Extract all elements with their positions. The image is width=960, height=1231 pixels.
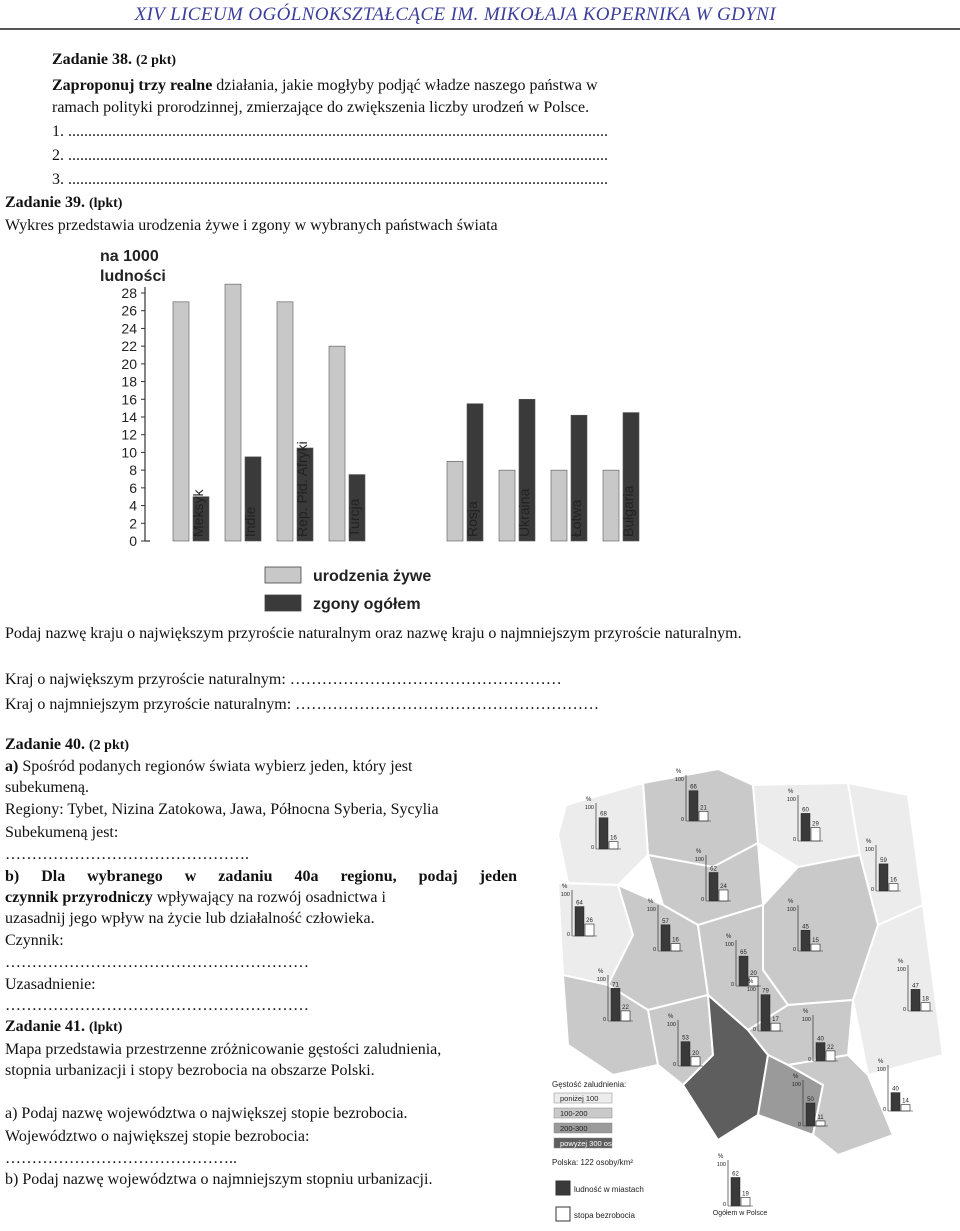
map-bar-urban: [911, 989, 920, 1011]
map-chart-percent: %: [788, 899, 794, 905]
map-value-unemployment: 20: [692, 1050, 699, 1057]
density-legend: [550, 1077, 670, 1169]
legend-swatch: [265, 567, 301, 583]
y-tick-label: 18: [121, 373, 137, 390]
map-chart-tick-100: 100: [694, 857, 704, 863]
task41-qa: a) Podaj nazwę województwa o największej stopie bezrobocia.: [5, 1105, 408, 1122]
y-tick-label: 20: [121, 355, 137, 372]
x-category-label: Ukraina: [516, 488, 532, 537]
map-chart-tick-0: 0: [590, 845, 594, 851]
y-tick-label: 22: [121, 338, 137, 355]
map-chart-tick-0: 0: [602, 1017, 606, 1023]
task38-prompt-line2: ramach polityki prorodzinnej, zmierzające do zwiększenia liczby urodzeń w Polsce.: [52, 99, 590, 116]
map-value-unemployment: 24: [720, 883, 727, 890]
map-chart-percent: %: [793, 1074, 799, 1080]
legend-urban-label: ludność w miastach: [574, 1185, 644, 1194]
task38-prompt-rest: działania, jakie mogłyby podjąć władze naszego państwa w: [216, 77, 598, 94]
poland-total-label: Ogółem w Polsce: [712, 1210, 768, 1217]
map-value-urban: 47: [912, 983, 919, 990]
map-value-unemployment: 16: [672, 937, 679, 944]
bar-births: [499, 470, 515, 541]
task39-max-label: Kraj o największym przyroście naturalnym:: [5, 671, 286, 688]
legend-swatch: [265, 595, 301, 611]
map-value-unemployment: 26: [586, 918, 593, 925]
x-category-label: Łotwa: [568, 499, 584, 537]
map-chart-tick-0: 0: [680, 817, 684, 823]
map-value-unemployment: 22: [827, 1044, 834, 1051]
y-tick-label: 28: [121, 285, 137, 301]
map-bar-urban: [731, 1177, 740, 1206]
task38-points: (2 pkt): [136, 53, 177, 68]
births-deaths-chart: [95, 245, 636, 615]
legend-urban-swatch: [556, 1181, 570, 1195]
map-bar-urban: [816, 1043, 825, 1061]
map-value-urban: 50: [807, 1097, 814, 1103]
map-chart-tick-0: 0: [672, 1062, 676, 1068]
task39-min-label: Kraj o najmniejszym przyroście naturalnym:: [5, 696, 292, 713]
map-chart-tick-100: 100: [801, 1017, 811, 1023]
task41-points: (lpkt): [89, 1020, 123, 1035]
task40-factor-dots[interactable]: …………………………………………………: [5, 954, 309, 971]
y-tick-label: 24: [121, 320, 137, 337]
map-value-unemployment: 14: [902, 1098, 909, 1105]
task40-b-rest: wpływający na rozwój osadnictwa i: [156, 889, 386, 906]
y-axis-title: na 1000: [100, 248, 159, 265]
map-value-urban: 65: [740, 950, 747, 957]
map-chart-percent: %: [696, 849, 702, 855]
map-value-urban: 68: [600, 811, 607, 818]
task38-heading: [52, 50, 176, 71]
map-value-urban: 57: [662, 918, 669, 925]
poland-map: [548, 755, 948, 1227]
task40-reason-dots[interactable]: …………………………………………………: [5, 997, 309, 1014]
map-bar-urban: [681, 1042, 690, 1066]
density-legend-total: Polska: 122 osoby/km²: [552, 1158, 633, 1167]
density-legend-label: 200-300: [560, 1124, 588, 1133]
map-value-urban: 40: [892, 1086, 899, 1093]
map-value-urban: 62: [710, 866, 717, 873]
task40-b-line2: [5, 888, 386, 908]
map-chart-percent: %: [676, 769, 682, 775]
map-chart-percent: %: [898, 959, 904, 965]
task40-a-text2: subekumeną.: [5, 779, 89, 796]
bar-births: [603, 470, 619, 541]
map-chart-tick-0: 0: [882, 1107, 886, 1113]
map-chart-tick-0: 0: [792, 837, 796, 843]
map-bar-urban: [806, 1103, 815, 1126]
x-category-label: Bułgaria: [620, 485, 636, 537]
map-chart-percent: %: [726, 934, 732, 940]
map-value-unemployment: 15: [812, 938, 819, 945]
task41-qa-label: Województwo o największej stopie bezrobocia:: [5, 1128, 310, 1145]
y-tick-label: 26: [121, 302, 137, 319]
map-bar-unemployment: [771, 1023, 780, 1031]
bar-births: [225, 284, 241, 541]
map-bar-unemployment: [621, 1011, 630, 1021]
map-bar-unemployment: [699, 811, 708, 821]
map-chart-percent: %: [562, 884, 568, 890]
task40-a: [5, 757, 412, 777]
density-legend-label: powyżej 300 osób/km²: [560, 1139, 635, 1148]
map-chart-tick-0: 0: [700, 897, 704, 903]
map-chart-tick-100: 100: [786, 797, 796, 803]
map-bar-unemployment: [889, 884, 898, 891]
map-value-urban: 40: [817, 1036, 824, 1043]
map-value-urban: 66: [690, 784, 697, 791]
task41-title: Zadanie 41.: [5, 1018, 86, 1035]
map-chart-tick-100: 100: [716, 1162, 726, 1168]
map-chart-percent: %: [598, 969, 604, 975]
task39-intro: Wykres przedstawia urodzenia żywe i zgony w wybranych państwach świata: [5, 217, 498, 234]
task40-b-line3: uzasadnij jego wpływ na życie lub działalność człowieka.: [5, 910, 375, 927]
map-value-urban: 79: [762, 988, 769, 995]
map-chart-tick-100: 100: [596, 977, 606, 983]
task40-sub-label: Subekumeną jest:: [5, 824, 119, 841]
task39-heading: [5, 193, 122, 214]
task40-title: Zadanie 40.: [5, 736, 86, 753]
bar-births: [277, 302, 293, 541]
bar-births: [173, 302, 189, 541]
map-chart-tick-0: 0: [870, 887, 874, 893]
map-value-urban: 45: [802, 924, 809, 931]
x-category-label: Rosja: [464, 501, 480, 537]
map-bar-urban: [891, 1093, 900, 1111]
y-axis-title-line2: ludności: [100, 268, 166, 285]
map-bar-urban: [689, 791, 698, 821]
legend-label: zgony ogółem: [313, 596, 421, 613]
task41-qb: b) Podaj nazwę województwa o najmniejszym stopniu urbanizacji.: [5, 1171, 433, 1188]
map-bar-urban: [709, 872, 718, 901]
task41-heading: [5, 1017, 122, 1038]
map-bar-urban: [801, 813, 810, 841]
x-category-label: Turcja: [346, 498, 362, 537]
map-chart-tick-100: 100: [674, 777, 684, 783]
x-category-label: Meksyk: [190, 489, 206, 537]
map-chart-tick-0: 0: [792, 947, 796, 953]
map-value-unemployment: 29: [812, 821, 819, 828]
map-chart-tick-100: 100: [746, 987, 756, 993]
map-bar-unemployment: [826, 1051, 835, 1061]
map-chart-tick-0: 0: [730, 982, 734, 988]
map-bar-urban: [611, 988, 620, 1021]
task40-heading: [5, 735, 129, 756]
task38-answer-2[interactable]: 2. .......................................................................................................................................: [52, 147, 608, 164]
map-chart-percent: %: [748, 979, 754, 985]
map-bar-unemployment: [671, 944, 680, 951]
bar-births: [447, 461, 463, 541]
map-chart-percent: %: [803, 1009, 809, 1015]
task40-b-bold: b) Dla wybranego w zadaniu 40a regionu, podaj jeden: [5, 868, 517, 885]
map-value-unemployment: 18: [922, 996, 929, 1003]
map-value-unemployment: 22: [622, 1004, 629, 1011]
task38-prompt: [52, 76, 598, 96]
map-chart-percent: %: [878, 1059, 884, 1065]
map-value-unemployment: 16: [610, 835, 617, 842]
map-value-urban: 59: [880, 857, 887, 864]
map-bar-urban: [661, 925, 670, 951]
y-tick-label: 4: [129, 497, 137, 514]
density-legend-label: 100-200: [560, 1109, 588, 1118]
bar-legend: [556, 1181, 644, 1221]
y-tick-label: 10: [121, 444, 137, 461]
y-tick-label: 0: [129, 533, 137, 549]
task39-title: Zadanie 39.: [5, 194, 86, 211]
density-legend-title: Gęstość zaludnienia:: [552, 1080, 627, 1089]
legend-unemp-label: stopa bezrobocia: [574, 1211, 635, 1220]
map-chart-tick-100: 100: [560, 892, 570, 898]
map-bar-unemployment: [901, 1105, 910, 1111]
map-value-unemployment: 16: [890, 877, 897, 884]
task39-min-dots: …………………………………………………: [295, 696, 600, 713]
map-bar-unemployment: [719, 890, 728, 901]
task41-intro2: stopnia urbanizacji i stopy bezrobocia na obszarze Polski.: [5, 1062, 375, 1079]
map-value-unemployment: 17: [772, 1017, 779, 1024]
map-chart-tick-0: 0: [752, 1027, 756, 1033]
map-value-unemployment: 19: [742, 1191, 749, 1198]
x-category-label: Rep. Płd. Afryki: [294, 441, 310, 537]
map-chart-tick-0: 0: [797, 1122, 801, 1128]
task40-factor-label: Czynnik:: [5, 932, 64, 949]
task38-title: Zadanie 38.: [52, 51, 133, 68]
map-bar-unemployment: [921, 1003, 930, 1011]
map-chart-percent: %: [586, 797, 592, 803]
map-value-unemployment: 21: [700, 805, 707, 812]
task40-a-label: a): [5, 758, 19, 775]
map-bar-unemployment: [691, 1057, 700, 1066]
map-chart-tick-100: 100: [646, 907, 656, 913]
map-value-urban: 62: [732, 1171, 739, 1178]
map-chart-tick-0: 0: [566, 932, 570, 938]
map-bar-urban: [599, 818, 608, 849]
task38-answer-1[interactable]: 1. .......................................................................................................................................: [52, 123, 608, 140]
map-bar-unemployment: [811, 828, 820, 841]
map-value-unemployment: 11: [817, 1114, 824, 1121]
bar-births: [329, 346, 345, 541]
task40-sub-dots[interactable]: ……………………………………….: [5, 846, 249, 863]
task41-qa-dots[interactable]: ……………………………………..: [5, 1150, 237, 1167]
map-value-urban: 71: [612, 982, 619, 989]
map-chart-tick-100: 100: [791, 1082, 801, 1088]
map-bar-unemployment: [811, 944, 820, 951]
map-chart-tick-100: 100: [786, 907, 796, 913]
map-chart-percent: %: [668, 1014, 674, 1020]
x-category-label: Indie: [242, 506, 258, 537]
map-bar-urban: [801, 930, 810, 951]
map-chart-tick-0: 0: [807, 1057, 811, 1063]
task40-points: (2 pkt): [89, 738, 130, 753]
map-chart-tick-100: 100: [876, 1067, 886, 1073]
y-tick-label: 6: [129, 479, 137, 496]
map-chart-tick-100: 100: [896, 967, 906, 973]
page-header: [0, 0, 960, 30]
y-tick-label: 16: [121, 391, 137, 408]
map-value-urban: 64: [576, 900, 583, 907]
task39-question: Podaj nazwę kraju o największym przyroście naturalnym oraz nazwę kraju o najmniejszym przyroście naturalnym.: [5, 625, 742, 642]
task38-prompt-bold: Zaproponuj trzy realne: [52, 77, 213, 94]
map-chart-tick-100: 100: [724, 942, 734, 948]
map-chart-percent: %: [718, 1154, 724, 1160]
map-bar-unemployment: [609, 842, 618, 849]
map-chart-tick-100: 100: [666, 1022, 676, 1028]
task41-intro: Mapa przedstawia przestrzenne zróżnicowanie gęstości zaludnienia,: [5, 1041, 442, 1058]
map-value-urban: 60: [802, 807, 809, 814]
map-chart-percent: %: [866, 839, 872, 845]
density-legend-label: poniżej 100: [560, 1094, 599, 1103]
map-bar-unemployment: [816, 1121, 825, 1126]
map-value-unemployment: 20: [750, 970, 757, 977]
y-tick-label: 8: [129, 462, 137, 479]
map-bar-urban: [761, 995, 770, 1031]
map-chart-tick-0: 0: [722, 1202, 726, 1208]
map-chart-percent: %: [788, 789, 794, 795]
task38-answer-3[interactable]: 3. .......................................................................................................................................: [52, 171, 608, 188]
map-chart-tick-0: 0: [652, 947, 656, 953]
map-chart-tick-100: 100: [584, 805, 594, 811]
map-bar-unemployment: [741, 1197, 750, 1206]
y-tick-label: 12: [121, 426, 137, 443]
task40-regions: Regiony: Tybet, Nizina Zatokowa, Jawa, Północna Syberia, Sycylia: [5, 801, 439, 818]
task39-answer-min[interactable]: [5, 695, 599, 715]
map-bar-urban: [739, 956, 748, 986]
map-chart-percent: %: [648, 899, 654, 905]
map-value-urban: 53: [682, 1035, 689, 1042]
task40-reason-label: Uzasadnienie:: [5, 976, 96, 993]
map-chart-tick-100: 100: [864, 847, 874, 853]
task40-b-bold2: czynnik przyrodniczy: [5, 889, 153, 906]
task39-max-dots: ……………………………………………: [289, 671, 562, 688]
map-chart-tick-0: 0: [902, 1007, 906, 1013]
task39-points: (lpkt): [89, 196, 123, 211]
task40-a-text: Spośród podanych regionów świata wybierz jeden, który jest: [22, 758, 413, 775]
map-bar-unemployment: [585, 924, 594, 936]
bar-births: [551, 470, 567, 541]
school-name: XIV LICEUM OGÓLNOKSZTAŁCĄCE IM. MIKOŁAJA KOPERNIKA W GDYNI: [134, 4, 776, 25]
y-tick-label: 2: [129, 515, 137, 532]
legend-unemp-swatch: [556, 1207, 570, 1221]
y-tick-label: 14: [121, 409, 137, 425]
task39-answer-max[interactable]: [5, 670, 562, 690]
legend-label: urodzenia żywe: [313, 568, 432, 585]
map-bar-urban: [879, 864, 888, 891]
map-bar-urban: [575, 907, 584, 936]
